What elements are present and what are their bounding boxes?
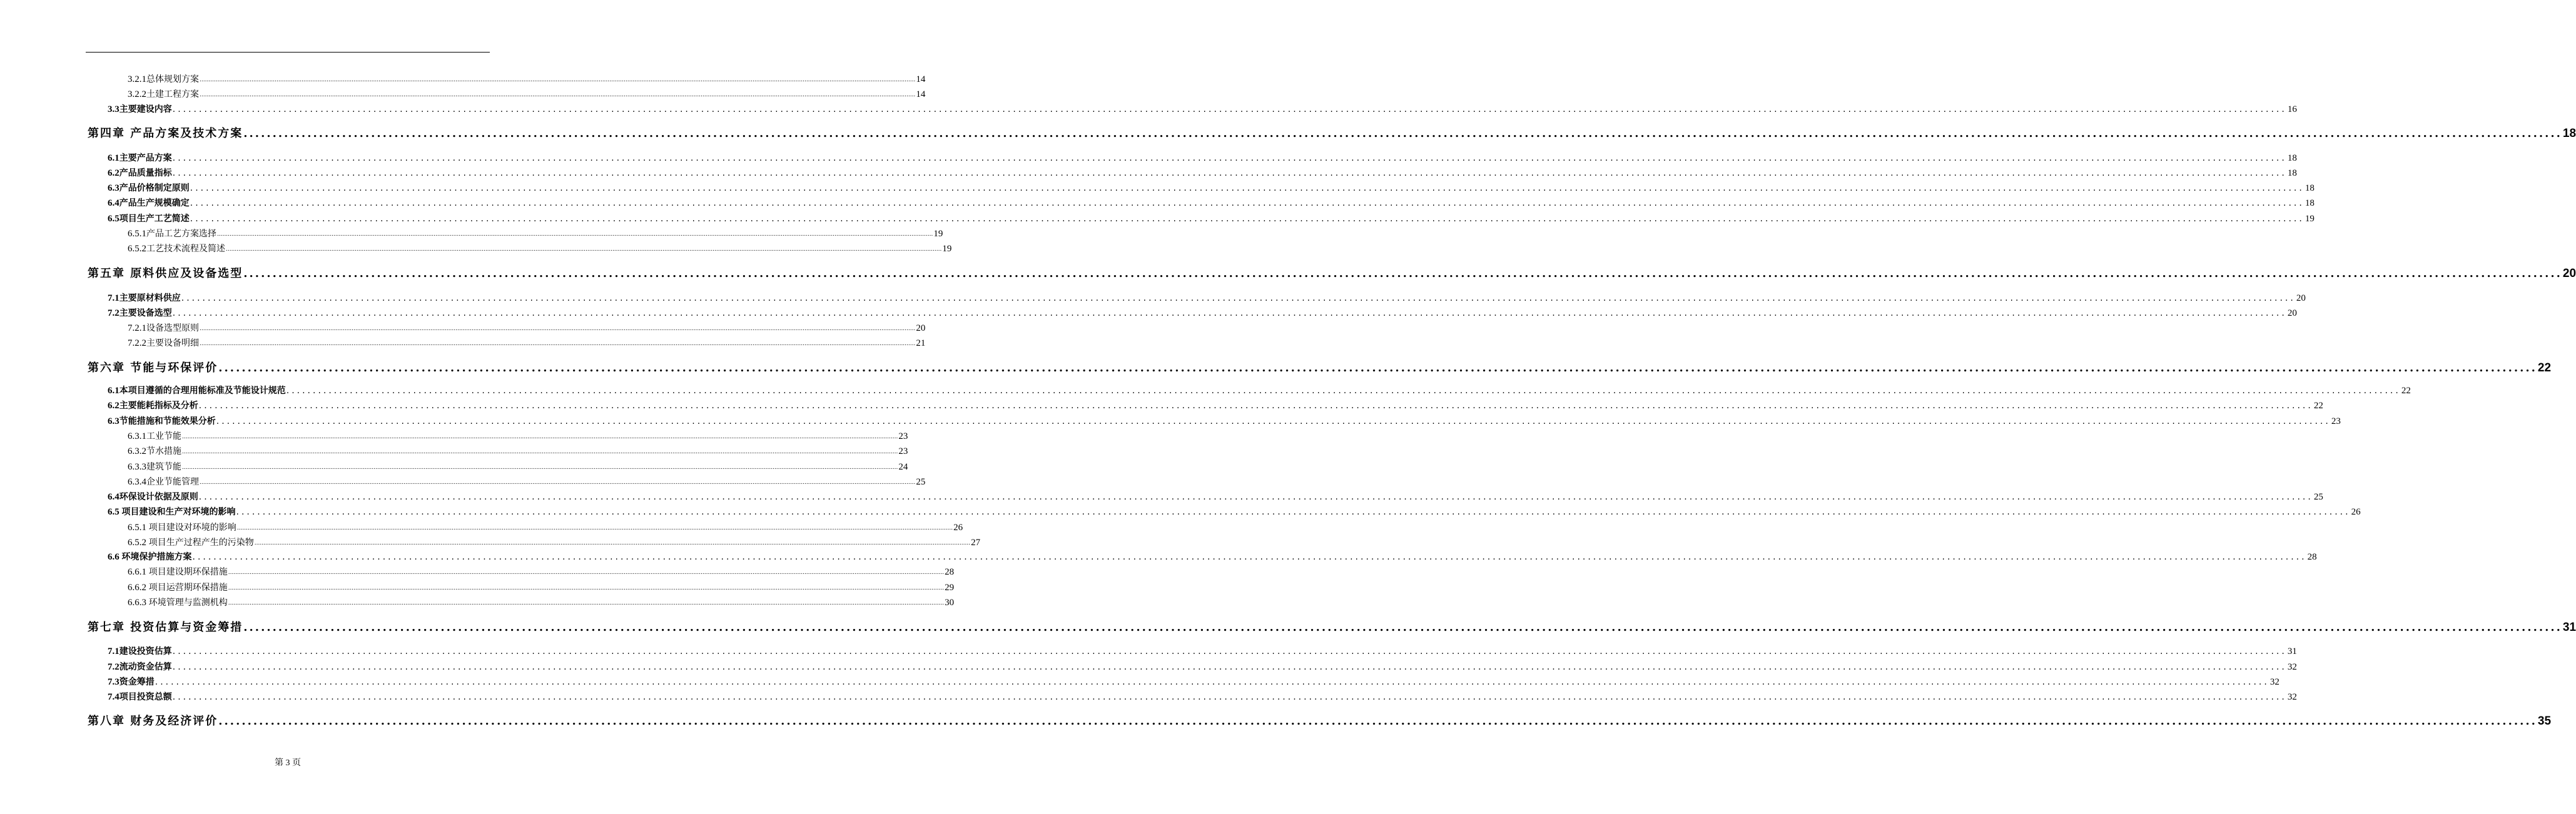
toc-entry-text: 项目投资总额 (119, 692, 172, 702)
toc-entry-number: 3.2.1 (128, 74, 146, 84)
dot-leader: ................................................................................................................................................................................................................................................................................................................................................................................................................ (172, 153, 2287, 163)
toc-entry-title (128, 73, 199, 85)
toc-entry-title (108, 675, 155, 688)
toc-entry-title (128, 430, 181, 442)
toc-entry-text: 项目生产工艺简述 (119, 214, 190, 224)
toc-entry-section[interactable] (108, 212, 2315, 224)
toc-entry-text: 工业节能 (146, 431, 181, 441)
toc-entry-section[interactable] (108, 291, 2306, 304)
toc-entry-title (128, 475, 199, 488)
dot-leader: ................................................................................................................................................................................................................................................................................................................................................................................................................ (228, 570, 945, 576)
toc-entry-number: 6.3 (108, 183, 119, 193)
dot-leader: ................................................................................................................................................................................................................................................................................................................................................................................................................ (182, 465, 898, 471)
toc-entry-title (128, 536, 254, 548)
toc-entry-title (88, 712, 218, 728)
dot-leader: ................................................................................................................................................................................................................................................................................................................................................................................................................ (217, 231, 933, 238)
toc-entry-number: 6.3.1 (128, 431, 146, 441)
toc-entry-title (108, 103, 172, 115)
toc-entry-title (108, 660, 172, 673)
toc-entry-section[interactable] (108, 166, 2297, 179)
toc-entry-number: 6.5 (108, 507, 122, 517)
toc-entry-page: 23 (898, 446, 908, 456)
toc-entry-text: 第四章 产品方案及技术方案 (88, 127, 243, 140)
toc-entry-text: 本项目遵循的合理用能标准及节能设计规范 (119, 386, 286, 396)
toc-entry-text: 土建工程方案 (146, 89, 199, 99)
dot-leader: ................................................................................................................................................................................................................................................................................................................................................................................................................ (226, 246, 942, 253)
toc-entry-text: 第六章 节能与环保评价 (88, 361, 218, 374)
toc-entry-text: 第五章 原料供应及设备选型 (88, 267, 243, 280)
dot-leader: ................................................................................................................................................................................................................................................................................................................................................................................................................ (200, 341, 916, 347)
toc-entry-number: 6.2 (108, 168, 119, 178)
toc-entry-sub[interactable] (128, 521, 963, 533)
dot-leader: ................................................................................................................................................................................................................................................................................................................................................................................................................ (228, 585, 945, 591)
toc-entry-sub[interactable] (128, 227, 943, 239)
toc-entry-section[interactable] (108, 660, 2297, 673)
toc-entry-sub[interactable] (128, 88, 926, 100)
toc-entry-page: 18 (2305, 183, 2315, 193)
toc-entry-section[interactable] (108, 384, 2411, 396)
toc-entry-title (128, 445, 181, 457)
toc-entry-page: 23 (2331, 416, 2341, 426)
toc-entry-page: 25 (2313, 492, 2323, 502)
toc-entry-title (108, 505, 236, 518)
toc-entry-title (128, 596, 228, 608)
toc-entry-number: 6.3 (108, 416, 119, 426)
toc-entry-title (88, 124, 243, 141)
toc-entry-text: 主要建设内容 (119, 104, 172, 114)
toc-entry-text: 主要设备明细 (146, 338, 199, 348)
toc-entry-title (108, 550, 192, 563)
toc-entry-sub[interactable] (128, 321, 926, 334)
toc-entry-number: 7.2 (108, 662, 119, 672)
dot-leader: ................................................................................................................................................................................................................................................................................................................................................................................................................ (236, 507, 2351, 517)
toc-entry-section[interactable] (108, 306, 2297, 319)
dot-leader: ................................................................................................................................................................................................................................................................................................................................................................................................................ (190, 198, 2305, 208)
toc-entry-title (88, 618, 243, 635)
toc-entry-sub[interactable] (128, 565, 955, 578)
toc-entry-section[interactable] (108, 196, 2315, 209)
toc-entry-title (88, 359, 218, 375)
dot-leader: ................................................................................................................................................................................................................................................................................................................................................................................................................ (198, 492, 2313, 502)
toc-entry-sub[interactable] (128, 536, 981, 548)
toc-entry-page: 32 (2269, 677, 2279, 687)
toc-entry-section[interactable] (108, 675, 2279, 688)
toc-entry-title (108, 645, 172, 657)
toc-entry-section[interactable] (108, 645, 2297, 657)
toc-entry-page: 26 (2351, 507, 2361, 517)
toc-entry-number: 7.2.1 (128, 323, 146, 333)
dot-leader: ................................................................................................................................................................................................................................................................................................................................................................................................................ (190, 183, 2305, 193)
toc-entry-text: 项目建设对环境的影响 (148, 523, 236, 533)
toc-entry-page: 31 (2287, 646, 2297, 656)
dot-leader: ................................................................................................................................................................................................................................................................................................................................................................................................................ (200, 92, 916, 98)
toc-entry-page: 32 (2287, 692, 2297, 702)
toc-entry-text: 环境管理与监测机构 (148, 598, 228, 608)
toc-entry-text: 产品质量指标 (119, 168, 172, 178)
dot-leader: ................................................................................................................................................................................................................................................................................................................................................................................................................ (216, 416, 2331, 426)
toc-entry-page: 19 (2305, 214, 2315, 224)
toc-entry-page: 14 (916, 89, 926, 99)
toc-entry-sub[interactable] (128, 475, 926, 488)
toc-entry-page: 20 (2562, 267, 2576, 280)
toc-entry-sub[interactable] (128, 73, 926, 85)
toc-entry-title (128, 336, 199, 349)
toc-entry-text: 产品工艺方案选择 (146, 229, 216, 239)
toc-entry-page: 20 (916, 323, 926, 333)
toc-entry-page: 25 (916, 477, 926, 487)
toc-entry-page: 18 (2562, 127, 2576, 140)
dot-leader: ................................................................................................................................................................................................................................................................................................................................................................................................................ (172, 168, 2287, 178)
dot-leader: ................................................................................................................................................................................................................................................................................................................................................................................................................ (286, 386, 2401, 396)
toc-entry-title (128, 565, 228, 578)
toc-entry-text: 资金筹措 (119, 677, 155, 687)
toc-entry-text: 产品价格制定原则 (119, 183, 190, 193)
page-number-footer: 第 3 页 (275, 758, 301, 768)
toc-entry-title (128, 460, 181, 473)
toc-entry-page: 26 (953, 523, 963, 533)
toc-entry-sub[interactable] (128, 336, 926, 349)
dot-leader: ................................................................................................................................................................................................................................................................................................................................................................................................................ (243, 127, 2562, 140)
toc-entry-page: 21 (916, 338, 926, 348)
dot-leader: ................................................................................................................................................................................................................................................................................................................................................................................................................ (200, 326, 916, 332)
toc-entry-section[interactable] (108, 151, 2297, 164)
dot-leader: ................................................................................................................................................................................................................................................................................................................................................................................................................ (243, 621, 2562, 634)
toc-entry-page: 32 (2287, 662, 2297, 672)
toc-entry-sub[interactable] (128, 445, 908, 457)
toc-entry-number: 6.5.2 (128, 244, 146, 254)
toc-entry-page: 35 (2537, 715, 2552, 728)
header-rule (86, 52, 490, 53)
toc-entry-section[interactable] (108, 399, 2323, 411)
toc-entry-section[interactable] (108, 505, 2361, 518)
toc-entry-page: 18 (2305, 198, 2315, 208)
toc-entry-number: 6.4 (108, 198, 119, 208)
toc-entry-number: 6.4 (108, 492, 119, 502)
toc-entry-title (108, 690, 172, 703)
toc-entry-section[interactable] (108, 550, 2317, 563)
toc-entry-number: 6.5.1 (128, 229, 146, 239)
dot-leader: ................................................................................................................................................................................................................................................................................................................................................................................................................ (200, 480, 916, 486)
toc-entry-page: 27 (971, 538, 981, 548)
toc-entry-section[interactable] (108, 103, 2297, 115)
dot-leader: ................................................................................................................................................................................................................................................................................................................................................................................................................ (172, 692, 2287, 702)
toc-entry-text: 节水措施 (146, 446, 181, 456)
toc-entry-text: 主要产品方案 (119, 153, 172, 163)
toc-entry-page: 28 (2307, 552, 2317, 562)
toc-entry-sub[interactable] (128, 581, 955, 593)
toc-entry-title (108, 490, 198, 503)
toc-entry-section[interactable] (108, 415, 2341, 427)
toc-entry-page: 22 (2401, 386, 2411, 396)
toc-entry-page: 24 (898, 462, 908, 472)
dot-leader: ................................................................................................................................................................................................................................................................................................................................................................................................................ (228, 600, 945, 606)
toc-entry-page: 16 (2287, 104, 2297, 114)
toc-entry-number: 6.1 (108, 153, 119, 163)
toc-entry-title (108, 399, 198, 411)
toc-entry-section[interactable] (108, 181, 2315, 194)
toc-entry-chapter[interactable] (88, 618, 2576, 635)
toc-entry-title (128, 242, 225, 254)
dot-leader: ................................................................................................................................................................................................................................................................................................................................................................................................................ (182, 434, 898, 440)
toc-entry-text: 流动资金估算 (119, 662, 172, 672)
toc-entry-title (108, 306, 172, 319)
dot-leader: ................................................................................................................................................................................................................................................................................................................................................................................................................ (155, 677, 2269, 687)
toc-entry-number: 6.5.1 (128, 523, 149, 533)
toc-entry-number: 7.1 (108, 293, 119, 303)
toc-entry-section[interactable] (108, 690, 2297, 703)
dot-leader: ................................................................................................................................................................................................................................................................................................................................................................................................................ (181, 293, 2296, 303)
toc-entry-text: 主要原材料供应 (119, 293, 181, 303)
toc-entry-title (108, 291, 181, 304)
toc-entry-sub[interactable] (128, 430, 908, 442)
dot-leader: ................................................................................................................................................................................................................................................................................................................................................................................................................ (192, 552, 2307, 562)
toc-entry-title (108, 151, 172, 164)
toc-entry-page: 22 (2313, 401, 2323, 411)
toc-entry-text: 产品生产规模确定 (119, 198, 190, 208)
dot-leader: ................................................................................................................................................................................................................................................................................................................................................................................................................ (190, 214, 2305, 224)
toc-entry-text: 工艺技术流程及简述 (146, 244, 225, 254)
toc-entry-number: 7.3 (108, 677, 119, 687)
toc-entry-title (108, 415, 216, 427)
toc-entry-number: 6.3.3 (128, 462, 146, 472)
toc-entry-number: 3.2.2 (128, 89, 146, 99)
toc-entry-text: 环保设计依据及原则 (119, 492, 198, 502)
toc-entry-title (108, 166, 172, 179)
toc-entry-text: 主要能耗指标及分析 (119, 401, 198, 411)
toc-entry-text: 项目建设和生产对环境的影响 (121, 507, 236, 517)
toc-entry-number: 3.3 (108, 104, 119, 114)
dot-leader: ................................................................................................................................................................................................................................................................................................................................................................................................................ (243, 267, 2562, 280)
toc-entry-page: 31 (2562, 621, 2576, 634)
toc-entry-text: 项目建设期环保措施 (148, 567, 228, 577)
toc-entry-number: 6.2 (108, 401, 119, 411)
toc-entry-page: 23 (898, 431, 908, 441)
toc-entry-page: 20 (2296, 293, 2306, 303)
toc-entry-text: 第七章 投资估算与资金筹措 (88, 621, 243, 634)
toc-entry-text: 企业节能管理 (146, 477, 199, 487)
toc-entry-page: 19 (942, 244, 952, 254)
toc-entry-number: 7.1 (108, 646, 119, 656)
dot-leader: ................................................................................................................................................................................................................................................................................................................................................................................................................ (218, 715, 2537, 728)
toc-entry-number: 6.6 (108, 552, 122, 562)
dot-leader: ................................................................................................................................................................................................................................................................................................................................................................................................................ (172, 646, 2287, 656)
dot-leader: ................................................................................................................................................................................................................................................................................................................................................................................................................ (254, 540, 971, 546)
toc-entry-text: 总体规划方案 (146, 74, 199, 84)
dot-leader: ................................................................................................................................................................................................................................................................................................................................................................................................................ (198, 401, 2313, 411)
toc-entry-title (128, 521, 236, 533)
toc-entry-title (128, 88, 199, 100)
dot-leader: ................................................................................................................................................................................................................................................................................................................................................................................................................ (172, 662, 2287, 672)
toc-entry-number: 7.2 (108, 308, 119, 318)
toc-entry-number: 6.3.4 (128, 477, 146, 487)
toc-entry-chapter[interactable] (88, 712, 2552, 728)
dot-leader: ................................................................................................................................................................................................................................................................................................................................................................................................................ (218, 361, 2537, 374)
toc-entry-title (108, 181, 190, 194)
toc-entry-number: 6.6.3 (128, 598, 149, 608)
toc-entry-title (108, 212, 190, 224)
toc-entry-chapter[interactable] (88, 124, 2576, 141)
toc-entry-page: 18 (2287, 168, 2297, 178)
toc-entry-text: 项目生产过程产生的污染物 (148, 538, 254, 548)
toc-entry-number: 6.1 (108, 386, 119, 396)
toc-entry-text: 环境保护措施方案 (121, 552, 192, 562)
toc-entry-page: 22 (2537, 361, 2552, 374)
dot-leader: ................................................................................................................................................................................................................................................................................................................................................................................................................ (172, 308, 2287, 318)
toc-entry-number: 7.2.2 (128, 338, 146, 348)
toc-entry-number: 6.6.1 (128, 567, 149, 577)
toc-entry-page: 19 (933, 229, 943, 239)
dot-leader: ................................................................................................................................................................................................................................................................................................................................................................................................................ (182, 449, 898, 455)
toc-entry-sub[interactable] (128, 596, 955, 608)
toc-entry-sub[interactable] (128, 242, 952, 254)
toc-entry-number: 6.5.2 (128, 538, 149, 548)
toc-entry-text: 主要设备选型 (119, 308, 172, 318)
dot-leader: ................................................................................................................................................................................................................................................................................................................................................................................................................ (236, 525, 953, 531)
toc-entry-title (88, 264, 243, 281)
toc-entry-title (108, 196, 190, 209)
toc-entry-sub[interactable] (128, 460, 908, 473)
toc-entry-text: 项目运营期环保措施 (148, 583, 228, 593)
toc-entry-number: 6.3.2 (128, 446, 146, 456)
dot-leader: ................................................................................................................................................................................................................................................................................................................................................................................................................ (172, 104, 2287, 114)
toc-entry-number: 6.5 (108, 214, 119, 224)
toc-entry-title (128, 227, 216, 239)
dot-leader: ................................................................................................................................................................................................................................................................................................................................................................................................................ (200, 77, 916, 83)
toc-entry-text: 节能措施和节能效果分析 (119, 416, 216, 426)
toc-entry-text: 建设投资估算 (119, 646, 172, 656)
toc-entry-page: 18 (2287, 153, 2297, 163)
toc-entry-title (128, 581, 228, 593)
toc-entry-page: 14 (916, 74, 926, 84)
toc-entry-number: 7.4 (108, 692, 119, 702)
toc-entry-chapter[interactable] (88, 264, 2576, 281)
toc-entry-page: 30 (945, 598, 955, 608)
toc-entry-number: 6.6.2 (128, 583, 149, 593)
toc-entry-text: 第八章 财务及经济评价 (88, 715, 218, 728)
toc-entry-title (128, 321, 199, 334)
toc-entry-chapter[interactable] (88, 359, 2552, 375)
toc-entry-title (108, 384, 286, 396)
toc-entry-page: 29 (945, 583, 955, 593)
toc-entry-text: 建筑节能 (146, 462, 181, 472)
toc-entry-page: 20 (2287, 308, 2297, 318)
toc-entry-text: 设备选型原则 (146, 323, 199, 333)
toc-entry-page: 28 (945, 567, 955, 577)
toc-entry-section[interactable] (108, 490, 2323, 503)
